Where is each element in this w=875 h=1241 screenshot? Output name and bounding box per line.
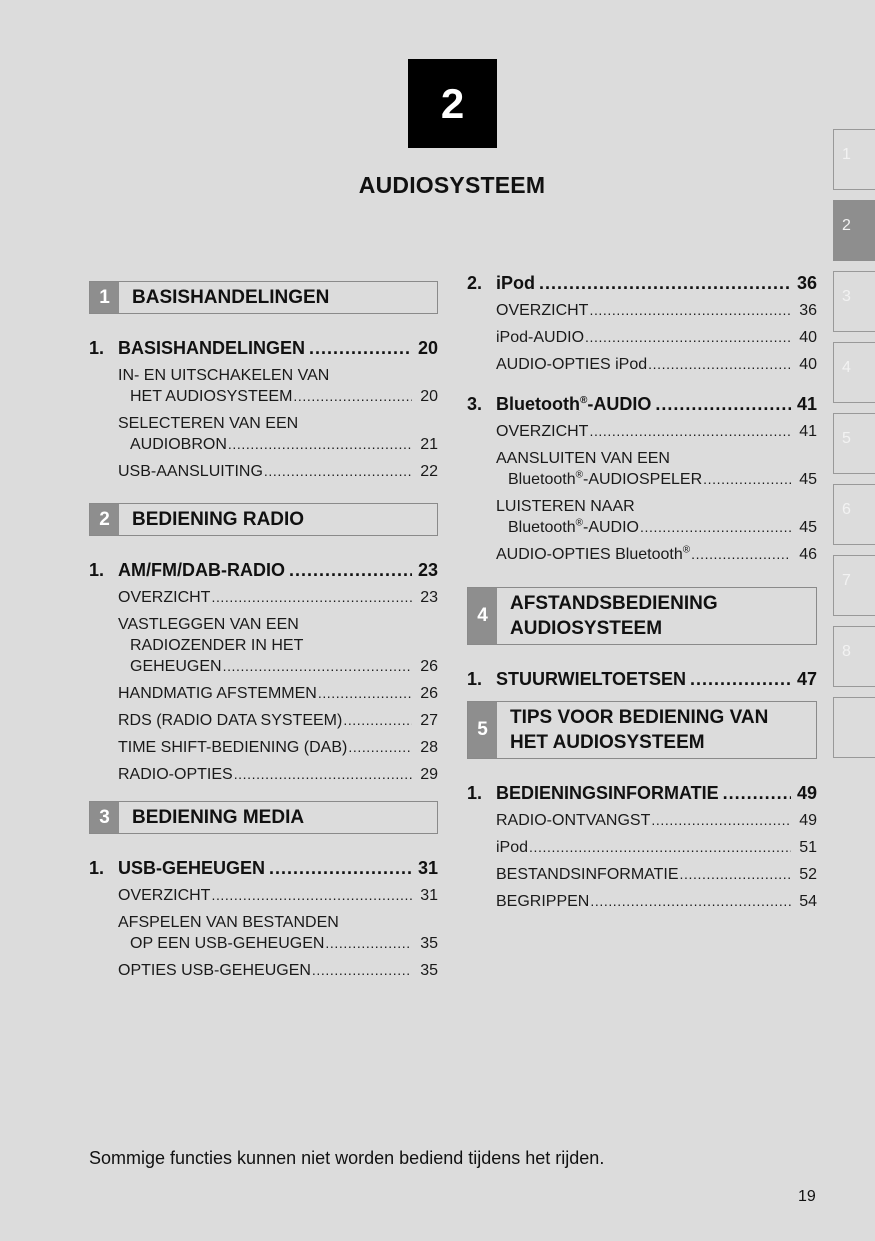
- page-ref: 23: [420, 589, 438, 606]
- sub-label: TIME SHIFT-BEDIENING (DAB): [118, 739, 348, 756]
- section-title-line: TIPS VOOR BEDIENING VAN: [510, 707, 769, 728]
- sub-label: OVERZICHT: [118, 589, 211, 606]
- chapter-number: 2: [440, 79, 465, 127]
- toc-item-basishandelingen[interactable]: [89, 336, 438, 360]
- toc-sub-vastleggen[interactable]: [89, 614, 438, 677]
- toc-sub-afspelen[interactable]: [89, 912, 438, 954]
- page-ref: 49: [796, 783, 817, 803]
- toc-sub-in-uitschakelen[interactable]: [89, 365, 438, 407]
- item-title-part: Bluetooth: [496, 394, 580, 414]
- page-ref: 29: [420, 766, 438, 783]
- toc-sub-radio-ontvangst[interactable]: [467, 810, 817, 831]
- sub-label: OVERZICHT: [496, 423, 589, 440]
- sub-label: GEHEUGEN: [130, 658, 222, 675]
- sub-label-part: Bluetooth: [508, 471, 576, 488]
- toc-item-stuurwieltoetsen[interactable]: [467, 667, 817, 691]
- dot-leader: [680, 864, 792, 885]
- dot-leader: [325, 933, 412, 954]
- dot-leader: [211, 885, 412, 906]
- dot-leader: [589, 300, 791, 321]
- item-title: STUURWIELTOETSEN: [496, 669, 687, 689]
- page-ref: 31: [417, 858, 438, 878]
- sub-label: OP EEN USB-GEHEUGEN: [130, 935, 325, 952]
- sub-label: SELECTEREN VAN EEN: [118, 415, 299, 432]
- toc-sub-audio-opties-ipod[interactable]: [467, 354, 817, 375]
- section-header-2[interactable]: [89, 503, 438, 536]
- sub-label: OVERZICHT: [496, 302, 589, 319]
- item-title: BASISHANDELINGEN: [118, 338, 306, 358]
- toc-sub-handmatig[interactable]: [89, 683, 438, 704]
- item-number: 3.: [467, 394, 483, 414]
- sub-label: LUISTEREN NAAR: [496, 498, 635, 515]
- dot-leader: [703, 469, 791, 490]
- page-ref: 31: [420, 887, 438, 904]
- page-number: 19: [798, 1188, 816, 1205]
- item-title: AM/FM/DAB-RADIO: [118, 560, 285, 580]
- sub-label: RADIOZENDER IN HET: [130, 637, 304, 654]
- page-ref: 41: [799, 423, 817, 440]
- page-ref: 40: [799, 329, 817, 346]
- tab-6[interactable]: 6: [833, 484, 875, 545]
- sub-label: AUDIOBRON: [130, 436, 227, 453]
- sub-label: HET AUDIOSYSTEEM: [130, 388, 293, 405]
- toc-sub-opties-usb[interactable]: [89, 960, 438, 981]
- sub-label: VASTLEGGEN VAN EEN: [118, 616, 299, 633]
- section-number: 1: [90, 282, 119, 313]
- sub-label: USB-AANSLUITING: [118, 463, 263, 480]
- toc-sub-usb-aansluiting[interactable]: [89, 461, 438, 482]
- page-ref: 36: [799, 302, 817, 319]
- sub-label: iPod-AUDIO: [496, 329, 585, 346]
- page-ref: 22: [420, 463, 438, 480]
- sub-label: AANSLUITEN VAN EEN: [496, 450, 670, 467]
- page-ref: 51: [799, 839, 817, 856]
- dot-leader: [590, 891, 791, 912]
- sub-label: BESTANDSINFORMATIE: [496, 866, 679, 883]
- registered-mark: ®: [575, 469, 583, 481]
- section-number: 3: [90, 802, 119, 833]
- tab-4[interactable]: 4: [833, 342, 875, 403]
- page-ref: 20: [417, 338, 438, 358]
- registered-mark: ®: [579, 395, 588, 406]
- dot-leader: [289, 558, 412, 582]
- sub-label-part: AUDIO-OPTIES Bluetooth: [496, 546, 683, 563]
- sub-label: IN- EN UITSCHAKELEN VAN: [118, 367, 330, 384]
- toc-sub-selecteren[interactable]: [89, 413, 438, 455]
- toc-item-ipod[interactable]: [467, 271, 817, 295]
- tab-5[interactable]: 5: [833, 413, 875, 474]
- tab-7[interactable]: 7: [833, 555, 875, 616]
- section-title-line: AFSTANDSBEDIENING: [510, 593, 718, 614]
- toc-sub-radio-opties[interactable]: [89, 764, 438, 785]
- tab-3[interactable]: 3: [833, 271, 875, 332]
- page-ref: 40: [799, 356, 817, 373]
- dot-leader: [343, 710, 412, 731]
- page-ref: 28: [420, 739, 438, 756]
- toc-sub-rds[interactable]: [89, 710, 438, 731]
- sub-label: AUDIO-OPTIES iPod: [496, 356, 648, 373]
- item-title: USB-GEHEUGEN: [118, 858, 266, 878]
- section-title: BASISHANDELINGEN: [132, 287, 330, 308]
- page-ref: 47: [796, 669, 817, 689]
- sub-label: BEGRIPPEN: [496, 893, 590, 910]
- page-ref: 45: [799, 519, 817, 536]
- page-ref: 54: [799, 893, 817, 910]
- chapter-title: AUDIOSYSTEEM: [358, 172, 546, 198]
- dot-leader: [529, 837, 791, 858]
- sub-label: RDS (RADIO DATA SYSTEEM): [118, 712, 343, 729]
- section-number: 5: [468, 702, 497, 758]
- item-title: BEDIENINGSINFORMATIE: [496, 783, 719, 803]
- footer-note: Sommige functies kunnen niet worden bediend tijdens het rijden.: [89, 1148, 605, 1168]
- dot-leader: [690, 667, 791, 691]
- sub-label: AFSPELEN VAN BESTANDEN: [118, 914, 339, 931]
- toc-item-usb-geheugen[interactable]: [89, 856, 438, 880]
- dot-leader: [691, 544, 791, 565]
- dot-leader: [312, 960, 412, 981]
- tab-8[interactable]: 8: [833, 626, 875, 687]
- tab-2[interactable]: 2: [833, 200, 875, 261]
- section-title-line: AUDIOSYSTEEM: [510, 618, 663, 639]
- toc-sub-time-shift[interactable]: [89, 737, 438, 758]
- page-ref: 41: [796, 394, 817, 414]
- section-title-line: HET AUDIOSYSTEEM: [510, 732, 705, 753]
- page-ref: 27: [420, 712, 438, 729]
- sub-label-part: Bluetooth: [508, 519, 576, 536]
- sub-label: [496, 544, 690, 565]
- dot-leader: [264, 461, 412, 482]
- dot-leader: [348, 737, 412, 758]
- item-number: 1.: [89, 858, 105, 878]
- item-title: [496, 392, 651, 416]
- page-ref: 21: [420, 436, 438, 453]
- sub-label: RADIO-OPTIES: [118, 766, 233, 783]
- section-number: 2: [90, 504, 119, 535]
- toc-sub-ipod-info[interactable]: [467, 837, 817, 858]
- page-ref: 26: [420, 658, 438, 675]
- dot-leader: [585, 327, 791, 348]
- sub-label-part: -AUDIO: [582, 519, 639, 536]
- item-number: 1.: [467, 669, 483, 689]
- registered-mark: ®: [575, 517, 583, 529]
- item-number: 1.: [89, 560, 105, 580]
- toc-right-column: [467, 271, 817, 912]
- section-header-1[interactable]: [89, 281, 438, 314]
- dot-leader: [228, 434, 412, 455]
- sub-label-part: -AUDIOSPELER: [582, 471, 703, 488]
- dot-leader: [648, 354, 791, 375]
- toc-item-bedieningsinformatie[interactable]: [467, 781, 817, 805]
- toc-sub-overzicht-usb[interactable]: [89, 885, 438, 906]
- dot-leader: [655, 392, 791, 416]
- tab-1[interactable]: 1: [833, 129, 875, 190]
- section-title: BEDIENING RADIO: [132, 509, 305, 530]
- toc-left-column: [89, 281, 438, 981]
- page-ref: 49: [799, 812, 817, 829]
- toc-sub-luisteren[interactable]: [467, 496, 817, 538]
- dot-leader: [723, 781, 791, 805]
- dot-leader: [651, 810, 791, 831]
- dot-leader: [211, 587, 412, 608]
- page-ref: 26: [420, 685, 438, 702]
- dot-leader: [640, 517, 791, 538]
- page-ref: 36: [796, 273, 817, 293]
- page-ref: 35: [420, 935, 438, 952]
- toc-sub-overzicht-radio[interactable]: [89, 587, 438, 608]
- dot-leader: [539, 271, 791, 295]
- section-title: [497, 588, 730, 644]
- toc-sub-ipod-audio[interactable]: [467, 327, 817, 348]
- section-header-4[interactable]: [467, 587, 817, 645]
- section-header-3[interactable]: [89, 801, 438, 834]
- toc-sub-bestandsinformatie[interactable]: [467, 864, 817, 885]
- sub-label: HANDMATIG AFSTEMMEN: [118, 685, 317, 702]
- toc-sub-overzicht-bt[interactable]: [467, 421, 817, 442]
- page-ref: 35: [420, 962, 438, 979]
- section-number: 4: [468, 588, 497, 644]
- dot-leader: [269, 856, 412, 880]
- section-header-5[interactable]: [467, 701, 817, 759]
- item-number: 1.: [467, 783, 483, 803]
- section-title: [497, 702, 780, 758]
- toc-sub-audio-opties-bt[interactable]: [467, 544, 817, 565]
- page-ref: 45: [799, 471, 817, 488]
- item-title: iPod: [496, 273, 535, 293]
- sub-label: [508, 517, 639, 538]
- sub-label: OVERZICHT: [118, 887, 211, 904]
- tab-9[interactable]: [833, 697, 875, 758]
- toc-item-bluetooth-audio[interactable]: [467, 392, 817, 416]
- sub-label: OPTIES USB-GEHEUGEN: [118, 962, 311, 979]
- dot-leader: [223, 656, 413, 677]
- dot-leader: [309, 336, 412, 360]
- page-ref: 20: [420, 388, 438, 405]
- item-number: 1.: [89, 338, 105, 358]
- toc-sub-aansluiten[interactable]: [467, 448, 817, 490]
- dot-leader: [234, 764, 413, 785]
- registered-mark: ®: [682, 544, 691, 556]
- page-ref: 52: [799, 866, 817, 883]
- page-ref: 46: [799, 546, 817, 563]
- toc-sub-begrippen[interactable]: [467, 891, 817, 912]
- item-number: 2.: [467, 273, 483, 293]
- dot-leader: [589, 421, 791, 442]
- section-title: BEDIENING MEDIA: [132, 807, 305, 828]
- dot-leader: [318, 683, 412, 704]
- dot-leader: [293, 386, 412, 407]
- toc-item-am-fm-dab-radio[interactable]: [89, 558, 438, 582]
- page-ref: 23: [417, 560, 438, 580]
- sub-label: [508, 469, 702, 490]
- sub-label: iPod: [496, 839, 529, 856]
- toc-sub-overzicht-ipod[interactable]: [467, 300, 817, 321]
- chapter-number-box: [408, 59, 497, 148]
- item-title-part: -AUDIO: [587, 394, 652, 414]
- sub-label: RADIO-ONTVANGST: [496, 812, 651, 829]
